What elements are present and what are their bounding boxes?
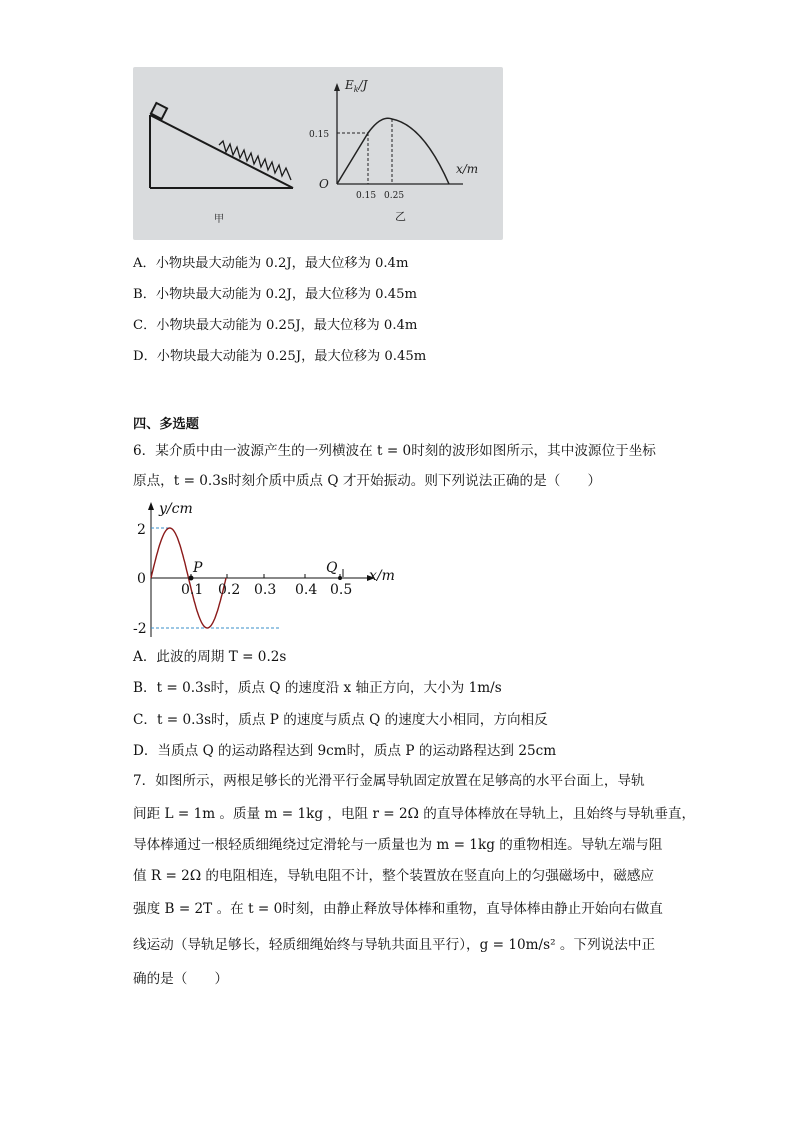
- incline-slope: [150, 115, 293, 188]
- incline-ek-figure: [133, 67, 503, 240]
- ek-x-tick-1: 0.15: [356, 191, 377, 201]
- q7-line-2: 间距 L = 1m 。质量 m = 1kg ，电阻 r = 2Ω 的直导体棒放在导轨上，且始终与导轨垂直，: [133, 806, 696, 822]
- wave-y-bottom: -2: [133, 621, 147, 637]
- q7-line-1: 7．如图所示，两根足够长的光滑平行金属导轨固定放置在足够高的水平台面上，导轨: [133, 773, 645, 789]
- figure-photo: [133, 67, 503, 240]
- wave-x-tick-label-2: 0.2: [218, 582, 241, 598]
- wave-y-arrow: [148, 502, 154, 510]
- q6-option-a: A．此波的周期 T = 0.2s: [133, 649, 287, 665]
- q5-option-c: C．小物块最大动能为 0.25J，最大位移为 0.4m: [133, 318, 418, 333]
- q7-line-3: 导体棒通过一根轻质细绳绕过定滑轮与一质量也为 m = 1kg 的重物相连。导轨左端与阻: [133, 837, 663, 853]
- caption-right: 乙: [395, 210, 406, 223]
- q5-option-b: B．小物块最大动能为 0.2J，最大位移为 0.45m: [133, 287, 418, 302]
- q5-option-a: A．小物块最大动能为 0.2J，最大位移为 0.4m: [133, 256, 409, 271]
- wave-x-tick-label-3: 0.3: [254, 582, 277, 598]
- wave-y-label: y/cm: [159, 501, 193, 517]
- incline-diagram: [150, 103, 293, 188]
- q6-option-b: B．t = 0.3s时，质点 Q 的速度沿 x 轴正方向，大小为 1m/s: [133, 680, 502, 696]
- wave-x-tick-label-1: 0.1: [181, 582, 204, 598]
- point-p-label: P: [193, 560, 203, 576]
- point-p-dot: [189, 576, 194, 581]
- ek-y-tick: 0.15: [309, 130, 330, 140]
- ek-y-arrow: [334, 83, 340, 91]
- wave-x-label: x/m: [369, 568, 395, 584]
- point-q-dot: [338, 576, 342, 580]
- wave-y-zero: 0: [137, 571, 146, 587]
- q7-line-4: 值 R = 2Ω 的电阻相连，导轨电阻不计，整个装置放在竖直向上的匀强磁场中，磁感应: [133, 868, 655, 884]
- point-q-label: Q: [326, 560, 338, 576]
- wave-x-tick-label-5: 0.5: [330, 582, 353, 598]
- q5-option-d: D．小物块最大动能为 0.25J，最大位移为 0.45m: [133, 349, 427, 364]
- ek-origin: O: [319, 177, 329, 191]
- q7-line-7: 确的是（ ）: [133, 971, 229, 987]
- ek-x-tick-2: 0.25: [384, 191, 405, 201]
- section-title: 四、多选题: [133, 417, 199, 432]
- ek-graph: [309, 78, 478, 223]
- wave-graph: [133, 497, 403, 640]
- ek-y-label: $E_k/J$: [345, 78, 368, 94]
- spring: [219, 141, 291, 180]
- q7-line-6: 线运动（导轨足够长，轻质细绳始终与导轨共面且平行），g = 10m/s² 。下列说法中正: [133, 937, 656, 953]
- caption-left: 甲: [214, 214, 224, 225]
- q6-line-1: 6．某介质中由一波源产生的一列横波在 t = 0时刻的波形如图所示，其中波源位于坐标: [133, 443, 656, 459]
- wave-y-top: 2: [137, 522, 146, 538]
- q6-option-c: C．t = 0.3s时，质点 P 的速度与质点 Q 的速度大小相同，方向相反: [133, 712, 548, 728]
- ek-curve: [337, 118, 449, 184]
- q7-line-5: 强度 B = 2T 。在 t = 0时刻，由静止释放导体棒和重物，直导体棒由静止开始向右做直: [133, 901, 663, 917]
- q6-option-d: D．当质点 Q 的运动路程达到 9cm时，质点 P 的运动路程达到 25cm: [133, 743, 557, 759]
- wave-svg: [133, 497, 403, 640]
- ek-x-label: x/m: [456, 162, 479, 176]
- wave-x-tick-label-4: 0.4: [295, 582, 318, 598]
- q6-line-2: 原点，t = 0.3s时刻介质中质点 Q 才开始振动。则下列说法正确的是（ ）: [133, 473, 602, 489]
